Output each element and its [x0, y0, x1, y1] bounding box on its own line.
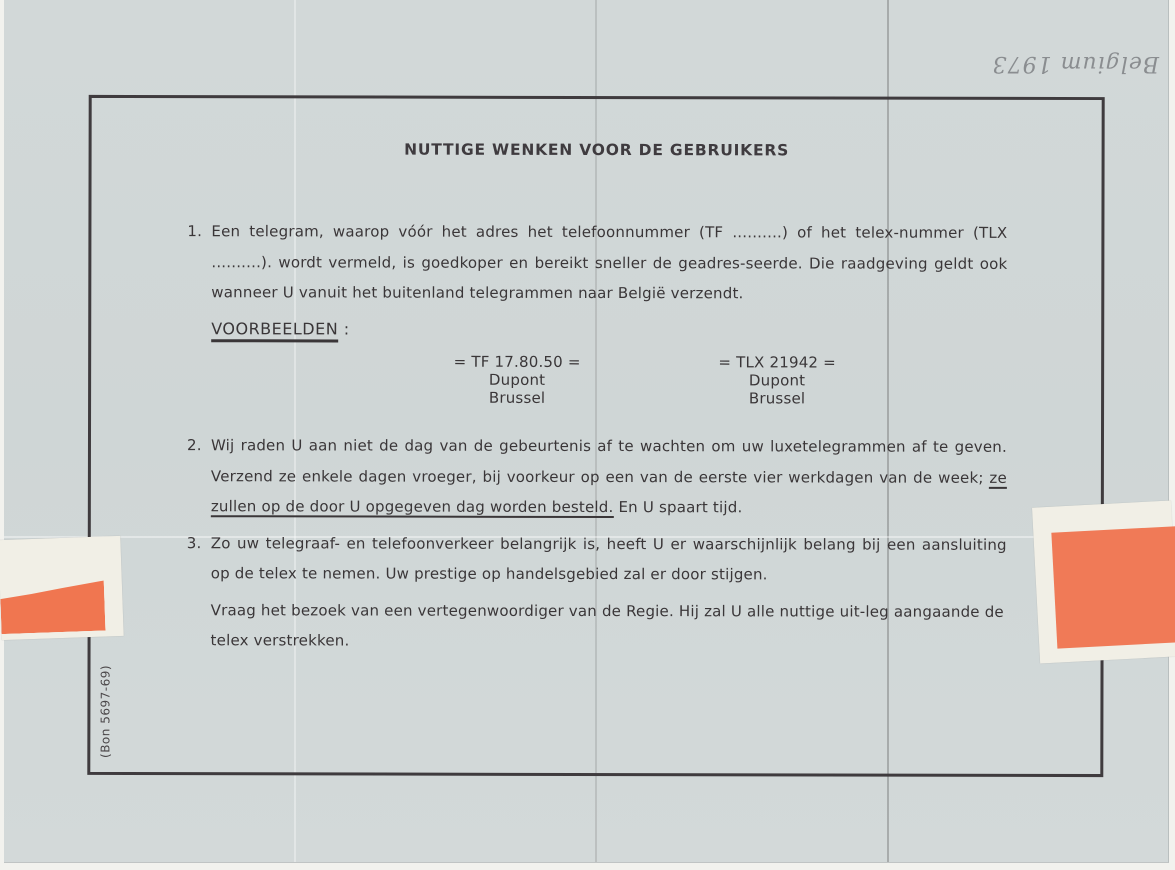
- examples-heading-colon: :: [338, 318, 350, 338]
- item-text: Zo uw telegraaf- en telefoonverkeer belangrijk is, heeft U er waarschijnlijk belang bij een aansluiting op de telex te nemen. Uw prestige op handelsgebied zal er door stijgen.: [210, 533, 1007, 584]
- examples-heading: [211, 314, 1007, 346]
- item-number: 2.: [186, 436, 202, 455]
- item-text-part: Wij raden U aan niet de dag van de gebeurtenis af te wachten om uw luxetelegrammen af te geven. Verzend ze enkele dagen vroeger, bij voorkeur op een van de eerste vier werkdagen van de week;: [210, 436, 1007, 487]
- orange-sticker-left: [0, 536, 124, 640]
- hint-item-2: [187, 430, 1007, 523]
- example-line: = TF 17.80.50 =: [453, 352, 581, 371]
- example-line: Dupont: [748, 371, 806, 390]
- page-title: NUTTIGE WENKEN VOOR DE GEBRUIKERS: [404, 140, 790, 160]
- orange-patch: [0, 581, 106, 635]
- underlined-text: ze zullen op de door U opgegeven dag worden besteld.: [210, 468, 1007, 517]
- examples-block: [187, 348, 1007, 426]
- example-line: Brussel: [748, 389, 806, 408]
- telegram-insert-paper: [4, 0, 1169, 863]
- example-line: = TLX 21942 =: [718, 353, 836, 372]
- item-number: 1.: [187, 222, 203, 241]
- hint-item-3: [187, 528, 1007, 591]
- examples-heading-text: VOORBEELDEN: [211, 319, 338, 342]
- orange-patch: [1051, 526, 1175, 648]
- item-text: [211, 430, 1007, 523]
- item-number: 3.: [186, 533, 202, 552]
- document-body: [187, 216, 1008, 657]
- item-text: Een telegram, waarop vóór het adres het telefoonnummer (TF ..........) of het telex-nummer (TLX ..........). wordt vermeld, is goedkoper en bereikt sneller de geadres-seerde. Die raadgeving geldt ook wanneer U vanuit het buitenland telegrammen naar België verzendt.: [211, 222, 1008, 303]
- handwritten-note: Belgium 1973: [991, 51, 1159, 76]
- example-line: Dupont: [488, 370, 546, 389]
- hint-item-1: [187, 216, 1007, 309]
- border-frame: [87, 95, 1104, 777]
- example-telephone: [447, 353, 587, 407]
- closing-paragraph: Vraag het bezoek van een vertegenwoordiger van de Regie. Hij zal U alle nuttige uit-leg aangaande de telex verstrekken.: [210, 600, 1004, 650]
- form-code: (Bon 5697-69): [98, 664, 113, 758]
- item-text-part: En U spaart tijd.: [613, 498, 743, 517]
- example-line: Brussel: [488, 388, 546, 407]
- orange-sticker-right: [1032, 500, 1175, 663]
- example-telex: [707, 353, 847, 407]
